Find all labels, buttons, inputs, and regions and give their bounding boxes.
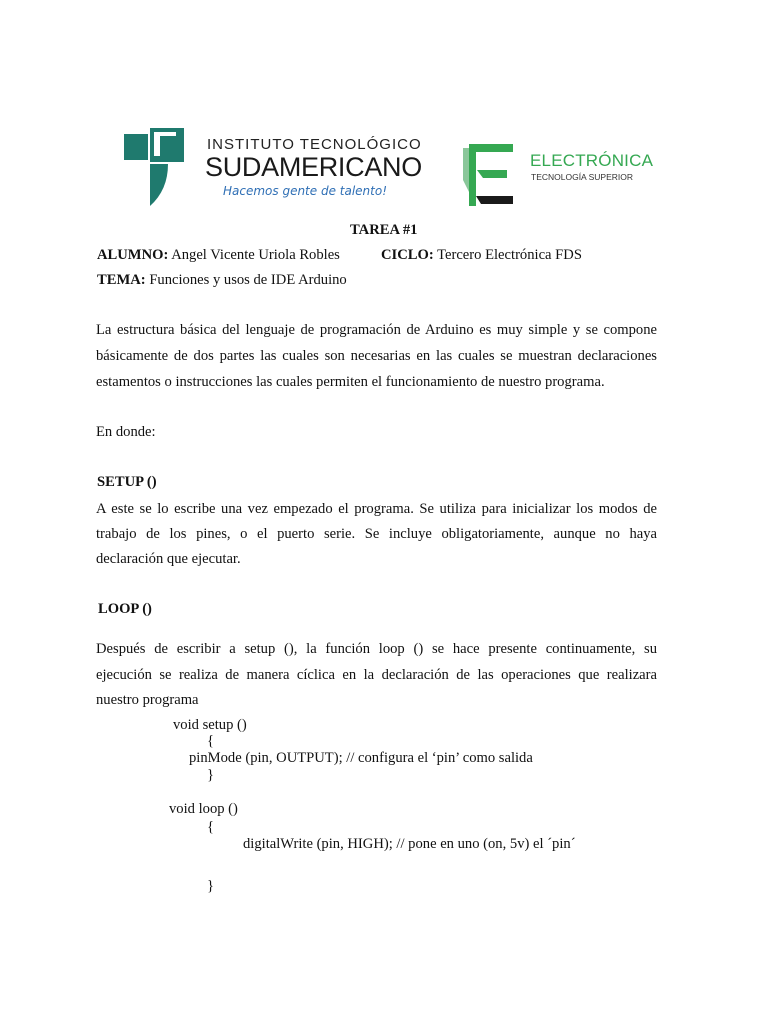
ciclo-label: CICLO: xyxy=(381,247,434,263)
code-setup-open-brace: { xyxy=(207,733,215,749)
code-loop-open-brace: { xyxy=(207,819,215,835)
setup-line-3: declaración que ejecutar. xyxy=(96,551,241,567)
loop-line-3: nuestro programa xyxy=(96,692,199,708)
electronics-logo-icon xyxy=(463,140,515,208)
institute-slogan: Hacemos gente de talento! xyxy=(223,184,388,198)
department-subtitle: TECNOLOGÍA SUPERIOR xyxy=(531,172,634,182)
ciclo-value: Tercero Electrónica FDS xyxy=(437,247,582,263)
setup-line-2: trabajo de los pines, o el puerto serie. Se incluye obligatoriamente, aunque no haya xyxy=(96,526,657,542)
alumno-line xyxy=(97,246,340,264)
alumno-label: ALUMNO: xyxy=(97,247,169,263)
institute-name-line1: INSTITUTO TECNOLÓGICO xyxy=(207,136,422,153)
setup-line-1: A este se lo escribe una vez empezado el programa. Se utiliza para inicializar los modos de xyxy=(96,501,657,517)
en-donde-text: En donde: xyxy=(96,424,156,440)
department-name: ELECTRÓNICA xyxy=(530,151,654,170)
institute-logo xyxy=(124,128,186,208)
intro-line-1: La estructura básica del lenguaje de programación de Arduino es muy simple y se compone xyxy=(96,322,657,338)
intro-line-3: estamentos o instrucciones las cuales permiten el funcionamiento de nuestro programa. xyxy=(96,374,605,390)
loop-line-1: Después de escribir a setup (), la función loop () se hace presente continuamente, su xyxy=(96,641,657,657)
tema-label: TEMA: xyxy=(97,272,146,288)
code-digitalwrite-line: digitalWrite (pin, HIGH); // pone en uno (on, 5v) el ´pin´ xyxy=(243,836,576,852)
code-setup-close-brace: } xyxy=(207,767,215,783)
ciclo-line xyxy=(381,246,582,264)
setup-heading: SETUP () xyxy=(97,474,157,490)
tema-value: Funciones y usos de IDE Arduino xyxy=(149,272,347,288)
intro-line-2: básicamente de dos partes las cuales son necesarias en las cuales se muestran declaraciones xyxy=(96,348,657,364)
code-loop-signature: void loop () xyxy=(169,801,238,817)
code-loop-close-brace: } xyxy=(207,878,215,894)
institute-name-line2: SUDAMERICANO xyxy=(205,152,422,182)
alumno-value: Angel Vicente Uriola Robles xyxy=(171,247,340,263)
document-title: TAREA #1 xyxy=(350,222,418,238)
code-setup-signature: void setup () xyxy=(173,717,247,733)
loop-line-2: ejecución se realiza de manera cíclica en la declaración de las operaciones que realizara xyxy=(96,667,657,683)
electronics-logo xyxy=(463,140,515,208)
institute-logo-icon xyxy=(124,128,186,208)
loop-heading: LOOP () xyxy=(98,601,152,617)
code-pinmode-line: pinMode (pin, OUTPUT); // configura el ‘pin’ como salida xyxy=(189,750,533,766)
tema-line xyxy=(97,271,347,289)
